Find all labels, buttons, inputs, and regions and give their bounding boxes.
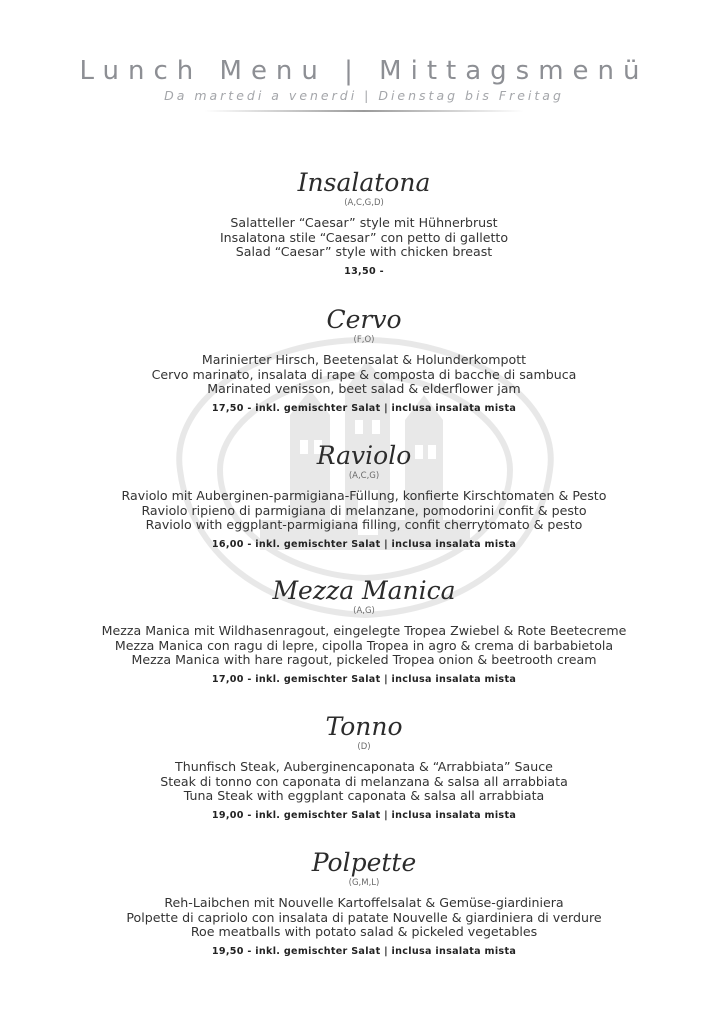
description-line-en: Tuna Steak with eggplant caponata & salsa all arrabbiata	[183, 788, 545, 804]
dish-description	[0, 760, 728, 804]
description-line-de: Reh-Laibchen mit Nouvelle Kartoffelsalat & Gemüse-giardiniera	[164, 895, 564, 910]
description-line-it: Cervo marinato, insalata di rape & composta di bacche di sambuca	[151, 366, 577, 382]
menu-item-mezza-manica	[0, 576, 728, 685]
description-line-de: Raviolo mit Auberginen-parmigiana-Füllung, konfierte Kirschtomaten & Pesto	[121, 488, 607, 503]
description-line-de: Mezza Manica mit Wildhasenragout, eingelegte Tropea Zwiebel & Rote Beetecreme	[101, 623, 627, 638]
description-line-en: Salad “Caesar” style with chicken breast	[235, 244, 493, 260]
menu-header	[0, 56, 728, 112]
menu-item-raviolo	[0, 441, 728, 550]
dish-allergens: (A,C,G,D)	[344, 198, 384, 208]
page-title: Lunch Menu | Mittagsmenü	[79, 56, 649, 86]
dish-name: Polpette	[311, 848, 417, 877]
dish-allergens: (D)	[357, 742, 371, 752]
description-line-it: Raviolo ripieno di parmigiana di melanzane, pomodorini confit & pesto	[141, 502, 587, 518]
dish-description	[0, 489, 728, 533]
dish-allergens: (A,C,G)	[348, 471, 380, 481]
dish-price: 17,00 - inkl. gemischter Salat | inclusa insalata mista	[211, 673, 517, 685]
dish-name: Raviolo	[316, 441, 412, 470]
description-line-en: Mezza Manica with hare ragout, pickeled Tropea onion & beetrooth cream	[131, 652, 597, 668]
dish-name: Tonno	[325, 712, 403, 741]
description-line-it: Insalatona stile “Caesar” con petto di galletto	[219, 229, 509, 245]
dish-price: 13,50 -	[344, 265, 384, 277]
dish-description	[0, 216, 728, 260]
dish-description	[0, 896, 728, 940]
dish-name: Insalatona	[297, 168, 431, 197]
dish-price: 17,50 - inkl. gemischter Salat | inclusa insalata mista	[211, 402, 517, 414]
description-line-it: Mezza Manica con ragu di lepre, cipolla Tropea in agro & crema di barbabietola	[114, 637, 614, 653]
menu-item-tonno	[0, 712, 728, 821]
description-line-en: Roe meatballs with potato salad & pickeled vegetables	[190, 924, 538, 940]
dish-description	[0, 353, 728, 397]
menu-item-insalatona	[0, 168, 728, 277]
dish-allergens: (G,M,L)	[348, 878, 380, 888]
description-line-de: Marinierter Hirsch, Beetensalat & Holunderkompott	[201, 352, 527, 367]
menu-item-polpette	[0, 848, 728, 957]
dish-description	[0, 624, 728, 668]
description-line-it: Polpette di capriolo con insalata di patate Nouvelle & giardiniera di verdure	[126, 909, 602, 925]
description-line-en: Raviolo with eggplant-parmigiana filling, confit cherrytomato & pesto	[145, 517, 583, 533]
menu-item-cervo	[0, 305, 728, 414]
description-line-it: Steak di tonno con caponata di melanzana & salsa all arrabbiata	[160, 773, 568, 789]
dish-price: 19,50 - inkl. gemischter Salat | inclusa insalata mista	[211, 945, 517, 957]
dish-allergens: (A,G)	[353, 606, 375, 616]
description-line-en: Marinated venisson, beet salad & elderflower jam	[207, 381, 521, 397]
header-divider	[204, 110, 524, 112]
description-line-de: Salatteller “Caesar” style mit Hühnerbrust	[230, 215, 498, 230]
page-subtitle: Da martedi a venerdi | Dienstag bis Freitag	[164, 88, 564, 103]
dish-price: 19,00 - inkl. gemischter Salat | inclusa insalata mista	[211, 809, 517, 821]
dish-name: Cervo	[326, 305, 402, 334]
description-line-de: Thunfisch Steak, Auberginencaponata & “Arrabbiata” Sauce	[175, 759, 553, 774]
dish-allergens: (F,O)	[353, 335, 375, 345]
dish-name: Mezza Manica	[272, 576, 456, 605]
dish-price: 16,00 - inkl. gemischter Salat | inclusa insalata mista	[211, 538, 517, 550]
